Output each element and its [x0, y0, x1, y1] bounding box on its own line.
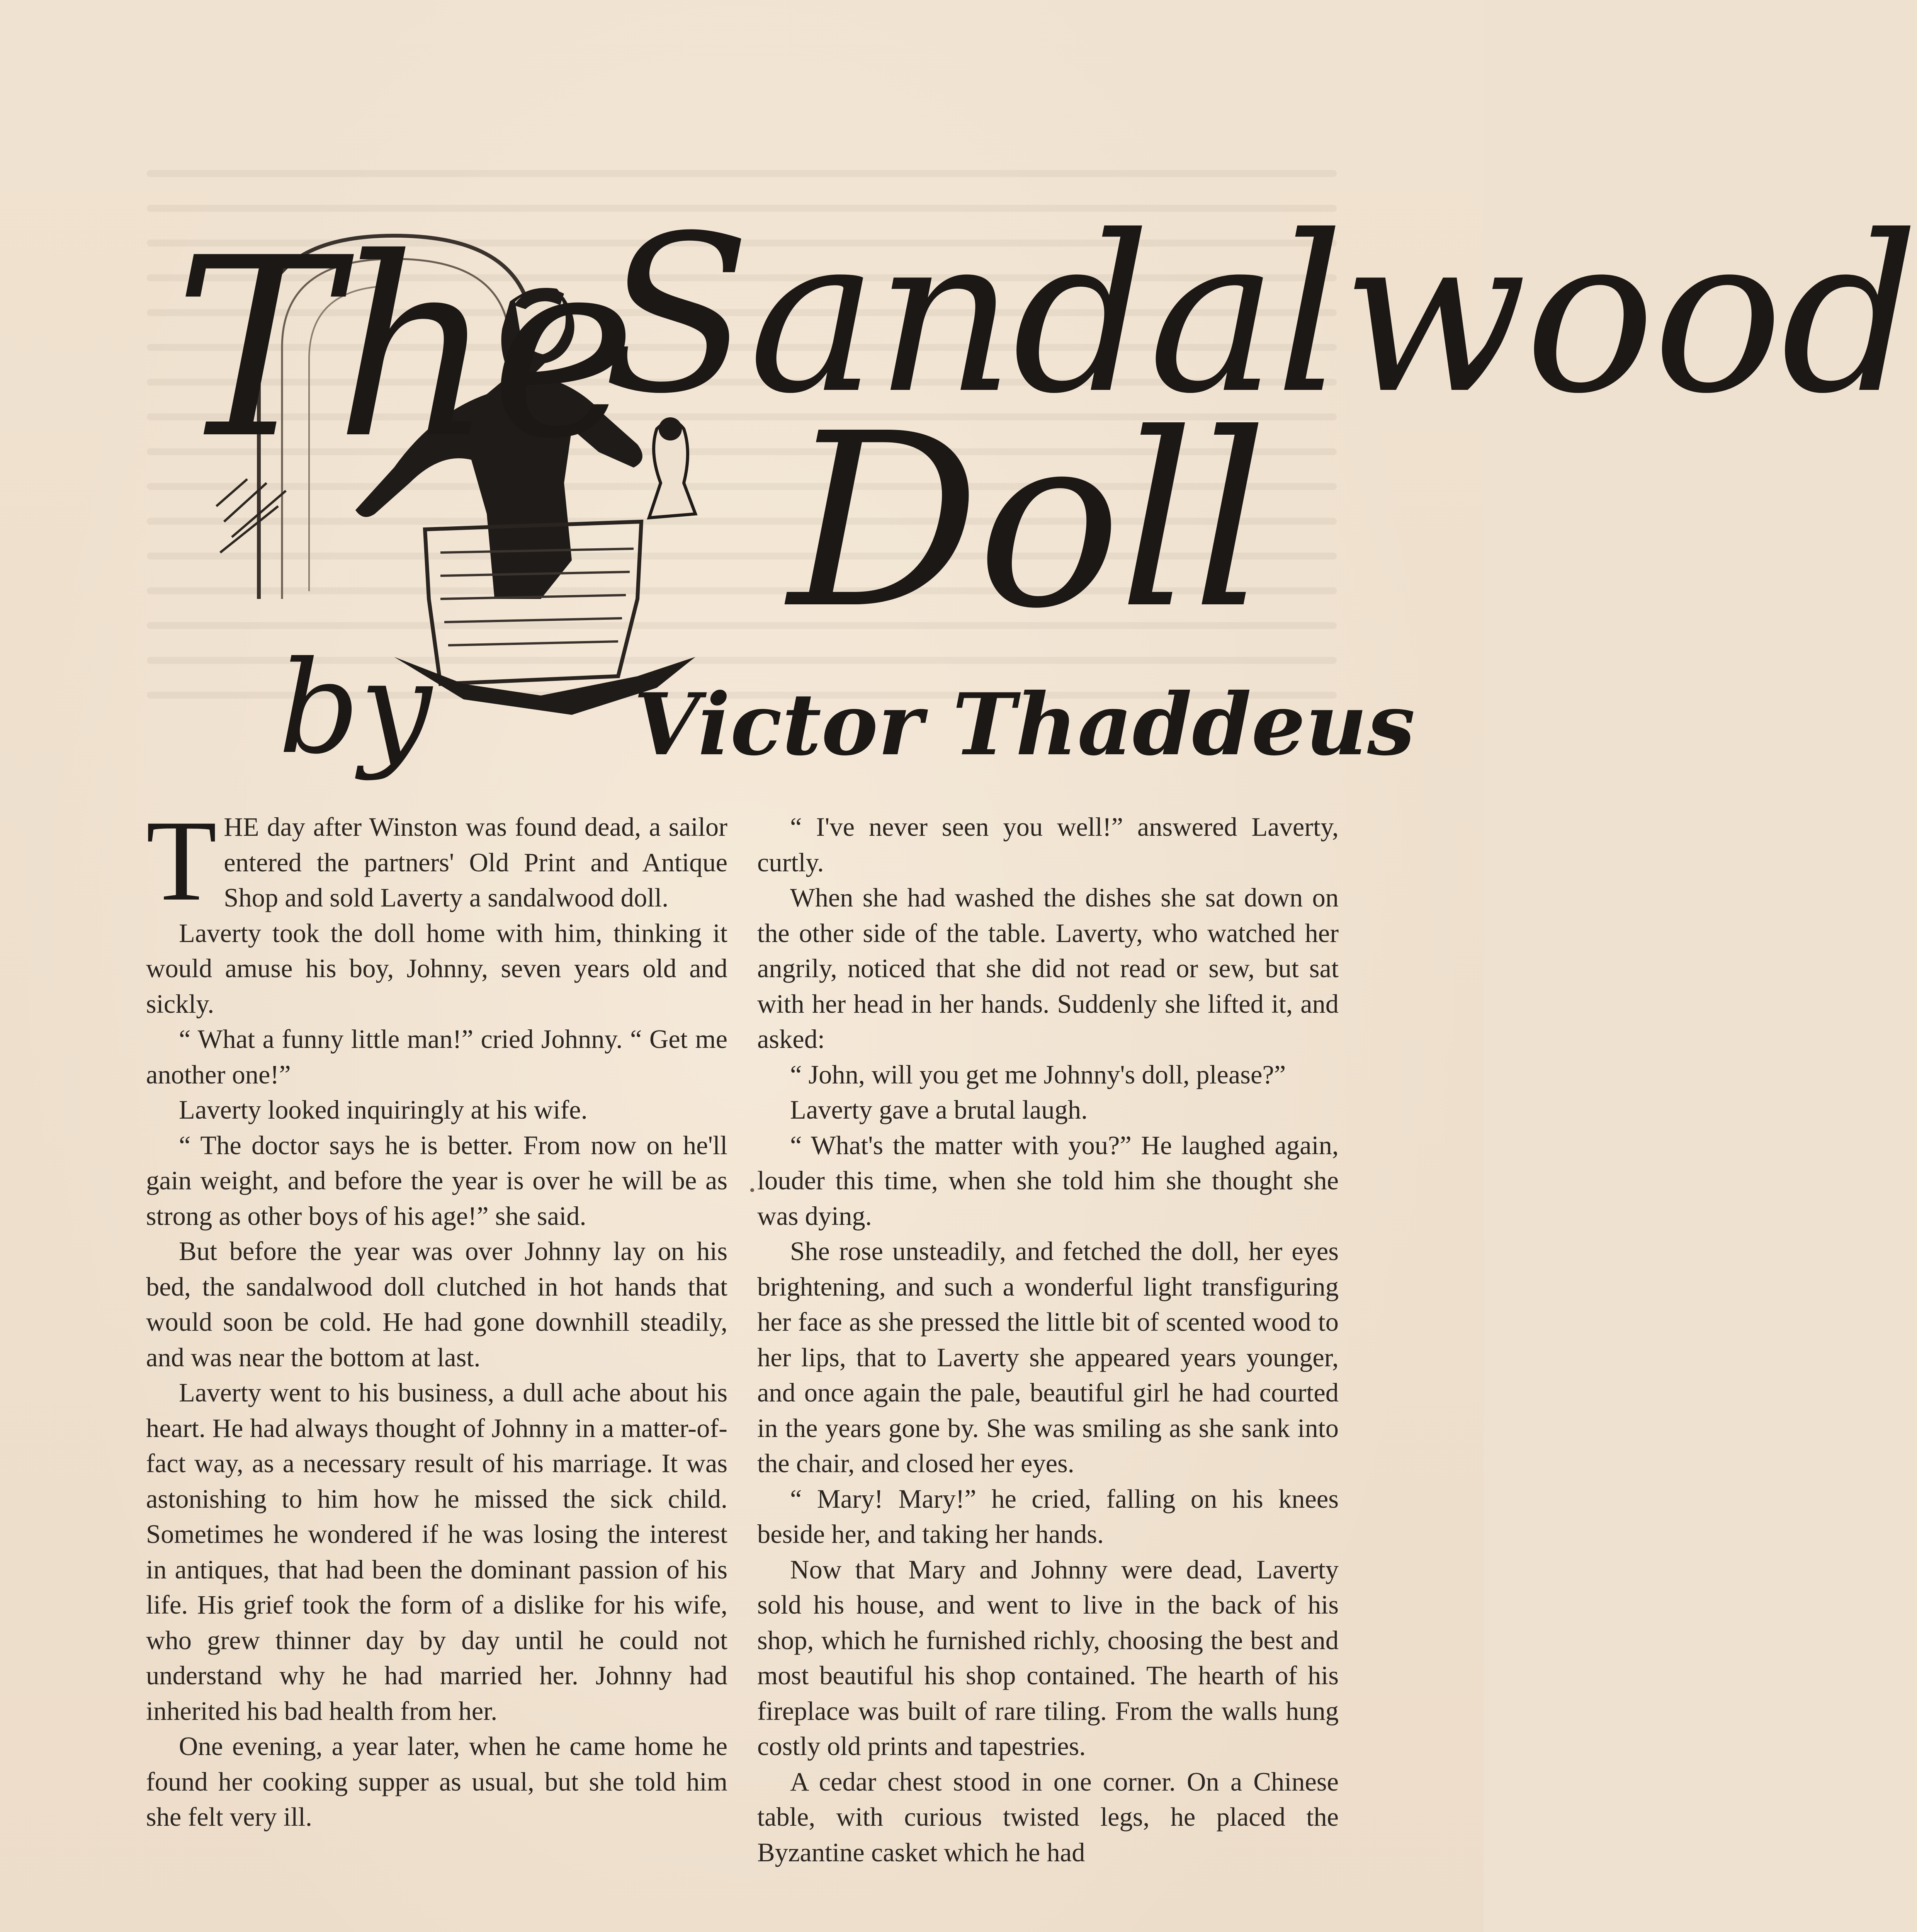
title-sandalwood: Sandalwood [603, 189, 1917, 441]
paragraph-text: HE day after Winston was found dead, a sailor entered the partners' Old Print and Antique Shop and sold Laverty a sandalwood doll. [224, 812, 727, 912]
paragraph: When she had washed the dishes she sat down on the other side of the table. Laverty, who watched her angrily, noticed that she did not read or sew, but sat with her head in her hands. Suddenly she lifted it, and asked: [757, 883, 1339, 1054]
right-text-column [757, 810, 1339, 1870]
paragraph: But before the year was over Johnny lay on his bed, the sandalwood doll clutched in hot hands that would soon be cold. He had gone downhill steadily, and was near the bottom at last. [146, 1236, 727, 1372]
drop-cap: T [146, 796, 217, 925]
paragraph: “ The doctor says he is better. From now on he'll gain weight, and before the year is over he will be as strong as other boys of his age!” she said. [146, 1130, 727, 1231]
bleed-through-text [147, 112, 1321, 135]
paragraph: Laverty gave a brutal laugh. [790, 1095, 1088, 1124]
paragraph: “ I've never seen you well!” answered Laverty, curtly. [757, 812, 1339, 877]
title-doll: Doll [788, 383, 1265, 661]
paragraph: Now that Mary and Johnny were dead, Laverty sold his house, and went to live in the back of his shop, which he furnished richly, choosing the best and most beautiful his shop contained. The hearth of his fireplace was built of rare tiling. From the walls hung costly old prints and tapestries. [757, 1554, 1339, 1761]
paragraph: “ John, will you get me Johnny's doll, please?” [790, 1060, 1286, 1089]
paragraph: One evening, a year later, when he came home he found her cooking supper as usual, but she told him she felt very ill. [146, 1731, 727, 1832]
paragraph: Laverty looked inquiringly at his wife. [179, 1095, 588, 1124]
author-name: Victor Thaddeus [634, 674, 1415, 774]
title-the: The [174, 205, 633, 493]
paragraph [146, 796, 727, 925]
paragraph: Laverty went to his business, a dull ache about his heart. He had always thought of Johnny in a matter-of-fact way, as a necessary result of his marriage. It was astonishing to him how he missed the sick child. Sometimes he wondered if he was losing the interest in antiques, that had been the dominant passion of his life. His grief took the form of a dislike for his wife, who grew thinner day by day until he could not understand why he had married her. Johnny had inherited his bad health from her. [146, 1378, 727, 1726]
paragraph: “ What's the matter with you?” He laughed again, louder this time, when she told him she thought she was dying. [757, 1130, 1339, 1231]
byline-by: by [278, 634, 432, 782]
paragraph: She rose unsteadily, and fetched the doll, her eyes brightening, and such a wonderful light transfiguring her face as she pressed the little bit of scented wood to her lips, that to Laverty she appeared years younger, and once again the pale, beautiful girl he had courted in the years gone by. She was smiling as she sank into the chair, and closed her eyes. [757, 1236, 1339, 1478]
left-text-column [146, 796, 727, 1835]
paragraph: “ Mary! Mary!” he cried, falling on his knees beside her, and taking her hands. [757, 1484, 1339, 1549]
paragraph: A cedar chest stood in one corner. On a Chinese table, with curious twisted legs, he placed the Byzantine casket which he had [757, 1767, 1339, 1867]
title-block [162, 182, 1917, 784]
paragraph: “ What a funny little man!” cried Johnny. “ Get me another one!” [146, 1024, 727, 1089]
ink-speck [750, 1188, 754, 1192]
paragraph: Laverty took the doll home with him, thinking it would amuse his boy, Johnny, seven years old and sickly. [146, 918, 727, 1019]
